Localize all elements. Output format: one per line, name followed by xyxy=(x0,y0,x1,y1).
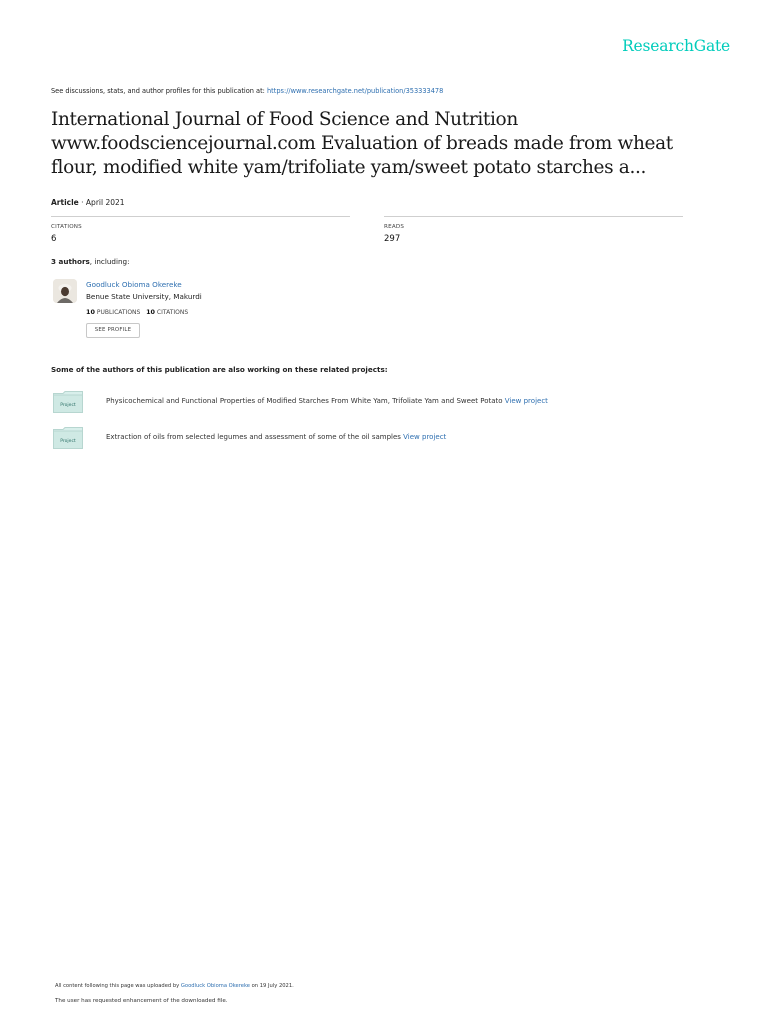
author-institution: Benue State University, Makurdi xyxy=(86,292,202,301)
meta-separator: · xyxy=(78,198,86,207)
researchgate-logo[interactable]: ResearchGate xyxy=(622,37,730,55)
author-publications-count: 10 xyxy=(86,308,95,316)
author-avatar[interactable] xyxy=(53,279,77,303)
author-publications-label: PUBLICATIONS xyxy=(96,309,141,316)
related-project-item xyxy=(106,397,548,405)
publication-date: April 2021 xyxy=(85,198,125,207)
publication-title: International Journal of Food Science and Nutrition www.foodsciencejournal.com Evaluation of breads made from wheat flour, modified white yam/trifoliate yam/sweet potato starches a... xyxy=(51,109,673,178)
upload-prefix: All content following this page was uploaded by xyxy=(55,983,181,989)
author-citations-count: 10 xyxy=(146,308,155,316)
author-citations-label: CITATIONS xyxy=(156,309,189,316)
authors-count-line xyxy=(51,257,130,266)
related-project-title: Extraction of oils from selected legumes and assessment of some of the oil samples xyxy=(106,433,401,441)
upload-suffix: on 19 July 2021. xyxy=(249,983,294,989)
see-discussions-line xyxy=(51,87,443,95)
view-project-link[interactable]: View project xyxy=(504,397,548,405)
publication-meta xyxy=(51,198,125,207)
publication-type: Article xyxy=(51,198,79,207)
related-project-title: Physicochemical and Functional Properties of Modified Starches From White Yam, Trifoliate Yam and Sweet Potato xyxy=(106,397,503,405)
author-name-link[interactable]: Goodluck Obioma Okereke xyxy=(86,280,182,289)
see-discussions-text: See discussions, stats, and author profiles for this publication at: xyxy=(51,87,267,95)
authors-suffix: , including: xyxy=(89,257,130,266)
reads-value: 297 xyxy=(384,234,401,244)
project-folder-icon xyxy=(53,427,83,449)
uploader-link[interactable]: Goodluck Obioma Okereke xyxy=(180,983,250,989)
citations-value: 6 xyxy=(51,234,57,244)
see-profile-button[interactable]: SEE PROFILE xyxy=(86,323,140,338)
author-stats xyxy=(86,308,188,316)
related-projects-heading: Some of the authors of this publication are also working on these related projects: xyxy=(51,365,388,374)
citations-label: CITATIONS xyxy=(51,224,82,230)
citations-divider xyxy=(51,216,350,217)
upload-note xyxy=(55,983,294,989)
reads-divider xyxy=(384,216,683,217)
publication-url-link[interactable]: https://www.researchgate.net/publication/353333478 xyxy=(267,87,444,95)
view-project-link[interactable]: View project xyxy=(403,433,447,441)
avatar-image xyxy=(53,279,77,303)
project-icon-label: Project xyxy=(60,439,76,444)
enhancement-note: The user has requested enhancement of the downloaded file. xyxy=(55,998,228,1004)
related-project-item xyxy=(106,433,446,441)
project-icon-label: Project xyxy=(60,403,76,408)
authors-count: 3 authors xyxy=(51,257,90,266)
reads-label: READS xyxy=(384,224,405,230)
project-folder-icon xyxy=(53,391,83,413)
